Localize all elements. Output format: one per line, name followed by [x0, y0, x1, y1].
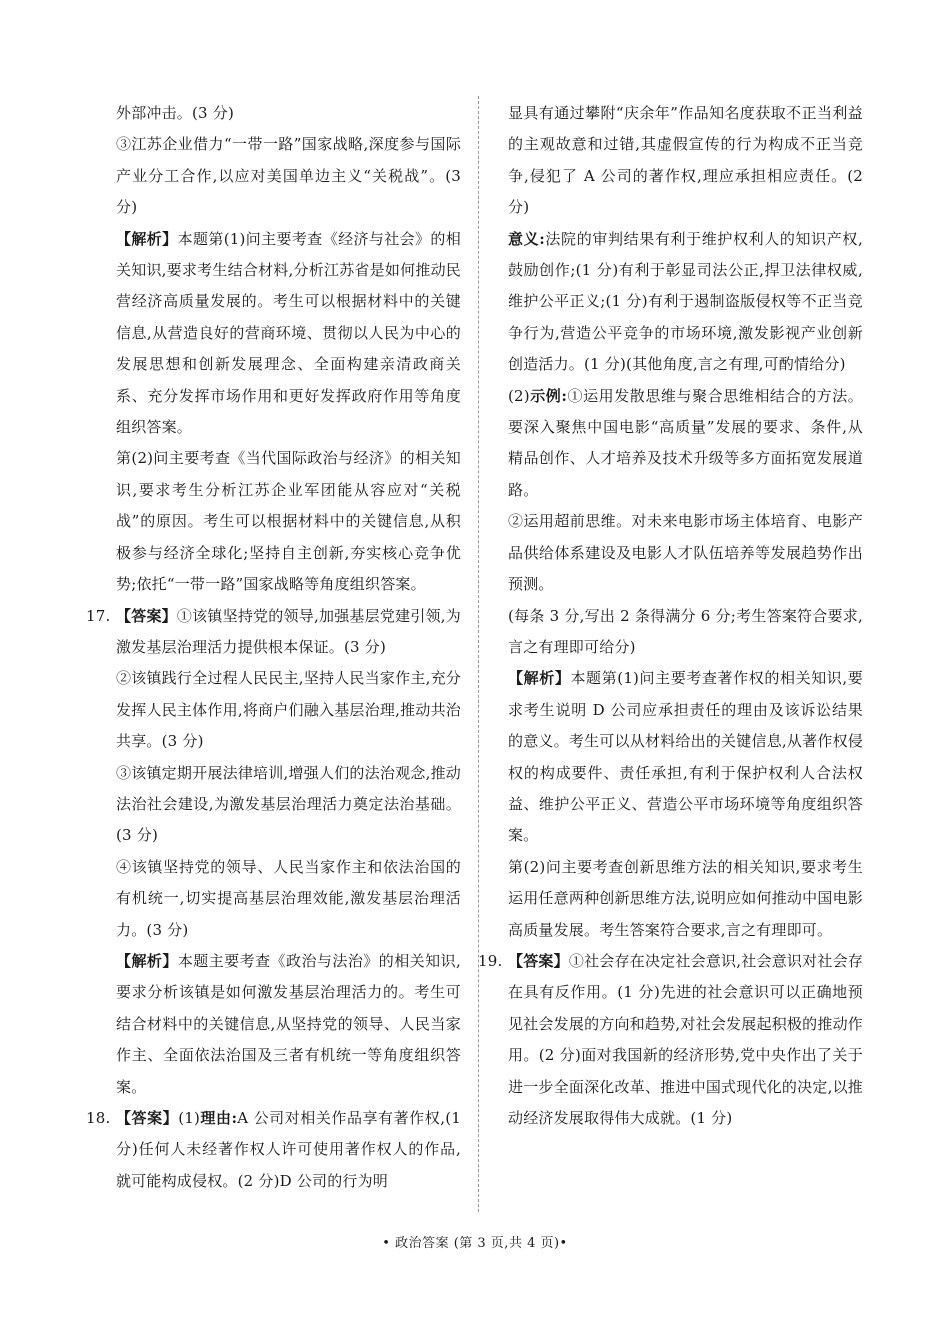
sub-question-label: (1): [178, 1109, 201, 1127]
sub-question-label: (2): [508, 386, 530, 405]
analysis-paragraph: [508, 663, 863, 851]
analysis-paragraph: [86, 224, 461, 444]
analysis-paragraph: [86, 946, 461, 1103]
analysis-tag: 【解析】: [508, 669, 571, 688]
answer-text: 外部冲击。(3 分): [116, 104, 235, 122]
answer-text: ①社会存在决定社会意识,社会意识对社会存在具有反作用。(1 分)先进的社会意识可以正确地预见社会发展的方向和趋势,对社会发展起积极的推动作用。(2 分)面对我国新的经济形势,党中央作出了关于进一步全面深化改革、推进中国式现代化的决定,以推动经济发展取得伟大成就。(1 分): [508, 951, 863, 1127]
answer-text: ④该镇坚持党的领导、人民当家作主和依法治国的有机统一,切实提高基层治理效能,激发基层治理活力。(3 分): [116, 857, 461, 939]
analysis-text: 第(2)问主要考查创新思维方法的相关知识,要求考生运用任意两种创新思维方法,说明应如何推动中国电影高质量发展。考生答案符合要求,言之有理即可。: [508, 857, 863, 939]
right-column: [478, 98, 863, 1134]
answer-text: 法院的审判结果有利于维护权利人的知识产权,鼓励创作;(1 分)有利于彰显司法公正,捍卫法律权威,维护公平正义;(1 分)有利于遏制盗版侵权等不正当竞争行为,营造公平竞争的市场环境,激发影视产业创新创造活力。(1 分)(其他角度,言之有理,可酌情给分): [508, 229, 863, 374]
answer-text: ①运用发散思维与聚合思维相结合的方法。要深入聚焦中国电影“高质量”发展的要求、条件,从精品创作、人才培养及技术升级等多方面拓宽发展道路。: [508, 386, 863, 499]
answer-text: ③江苏企业借力“一带一路”国家战略,深度参与国际产业分工合作,以应对美国单边主义“关税战”。(3 分): [116, 135, 461, 217]
significance-paragraph: [508, 224, 863, 381]
analysis-text: 第(2)问主要考查《当代国际政治与经济》的相关知识,要求考生分析江苏企业军团能从容应对“关税战”的原因。考生可以根据材料中的关键信息,从积极参与经济全球化;坚持自主创新,夯实核心竞争优势;依托“一带一路”国家战略等角度组织答案。: [116, 449, 461, 594]
question-18-answer: [86, 1103, 461, 1197]
significance-tag: 意义:: [508, 229, 545, 248]
answer-text: ①该镇坚持党的领导,加强基层党建引领,为激发基层治理活力提供根本保证。(3 分): [116, 606, 461, 656]
answer-text: A 公司对相关作品享有著作权,(1 分)任何人未经著作权人许可使用著作权人的作品,就可能构成侵权。(2 分)D 公司的行为明: [116, 1109, 462, 1190]
scoring-note: (每条 3 分,写出 2 条得满分 6 分;考生答案符合要求,言之有理即可给分): [508, 606, 863, 656]
answer-text: ③该镇定期开展法律培训,增强人们的法治观念,推动法治社会建设,为激发基层治理活力奠定法治基础。(3 分): [116, 763, 461, 845]
answer-tag: 【答案】: [116, 606, 177, 625]
example-paragraph: [508, 381, 863, 507]
question-number: 18.: [86, 1109, 111, 1127]
analysis-tag: 【解析】: [116, 229, 178, 248]
answer-text: ②该镇践行全过程人民民主,坚持人民当家作主,充分发挥人民主体作用,将商户们融入基层治理,推动共治共享。(3 分): [116, 669, 461, 751]
answer-text: 显具有通过攀附“庆余年”作品知名度获取不正当利益的主观故意和过错,其虚假宣传的行为构成不正当竞争,侵犯了 A 公司的著作权,理应承担相应责任。(2 分): [508, 104, 863, 217]
analysis-text: 本题主要考查《政治与法治》的相关知识,要求分析该镇是如何激发基层治理活力的。考生可结合材料中的关键信息,从坚持党的领导、人民当家作主、全面依法治国及三者有机统一等角度组织答案。: [116, 951, 461, 1096]
question-19-answer: [478, 946, 863, 1134]
answer-tag: 【答案】: [508, 951, 569, 970]
question-number: 17.: [86, 606, 111, 625]
left-column: [86, 98, 461, 1197]
question-number: 19.: [478, 951, 503, 970]
answer-tag: 【答案】: [116, 1109, 179, 1127]
page-footer: • 政治答案 (第 3 页,共 4 页)•: [382, 1236, 568, 1251]
answer-text: ②运用超前思维。对未来电影市场主体培育、电影产品供给体系建设及电影人才队伍培养等发展趋势作出预测。: [508, 512, 863, 594]
analysis-tag: 【解析】: [116, 951, 178, 970]
reason-tag: 理由:: [200, 1109, 238, 1127]
question-17-answer: [86, 601, 461, 664]
analysis-text: 本题第(1)问主要考查著作权的相关知识,要求考生说明 D 公司应承担责任的理由及该诉讼结果的意义。考生可以从材料给出的关键信息,从著作权侵权的构成要件、责任承担,有利于保护权利人合法权益、维护公平正义、营造公平市场环境等角度组织答案。: [508, 669, 863, 845]
analysis-text: 本题第(1)问主要考查《经济与社会》的相关知识,要求考生结合材料,分析江苏省是如何推动民营经济高质量发展的。考生可以根据材料中的关键信息,从营造良好的营商环境、贯彻以人民为中心的发展思想和创新发展理念、全面构建亲清政商关系、充分发挥市场作用和更好发挥政府作用等角度组织答案。: [116, 229, 461, 437]
example-tag: 示例:: [529, 386, 568, 405]
